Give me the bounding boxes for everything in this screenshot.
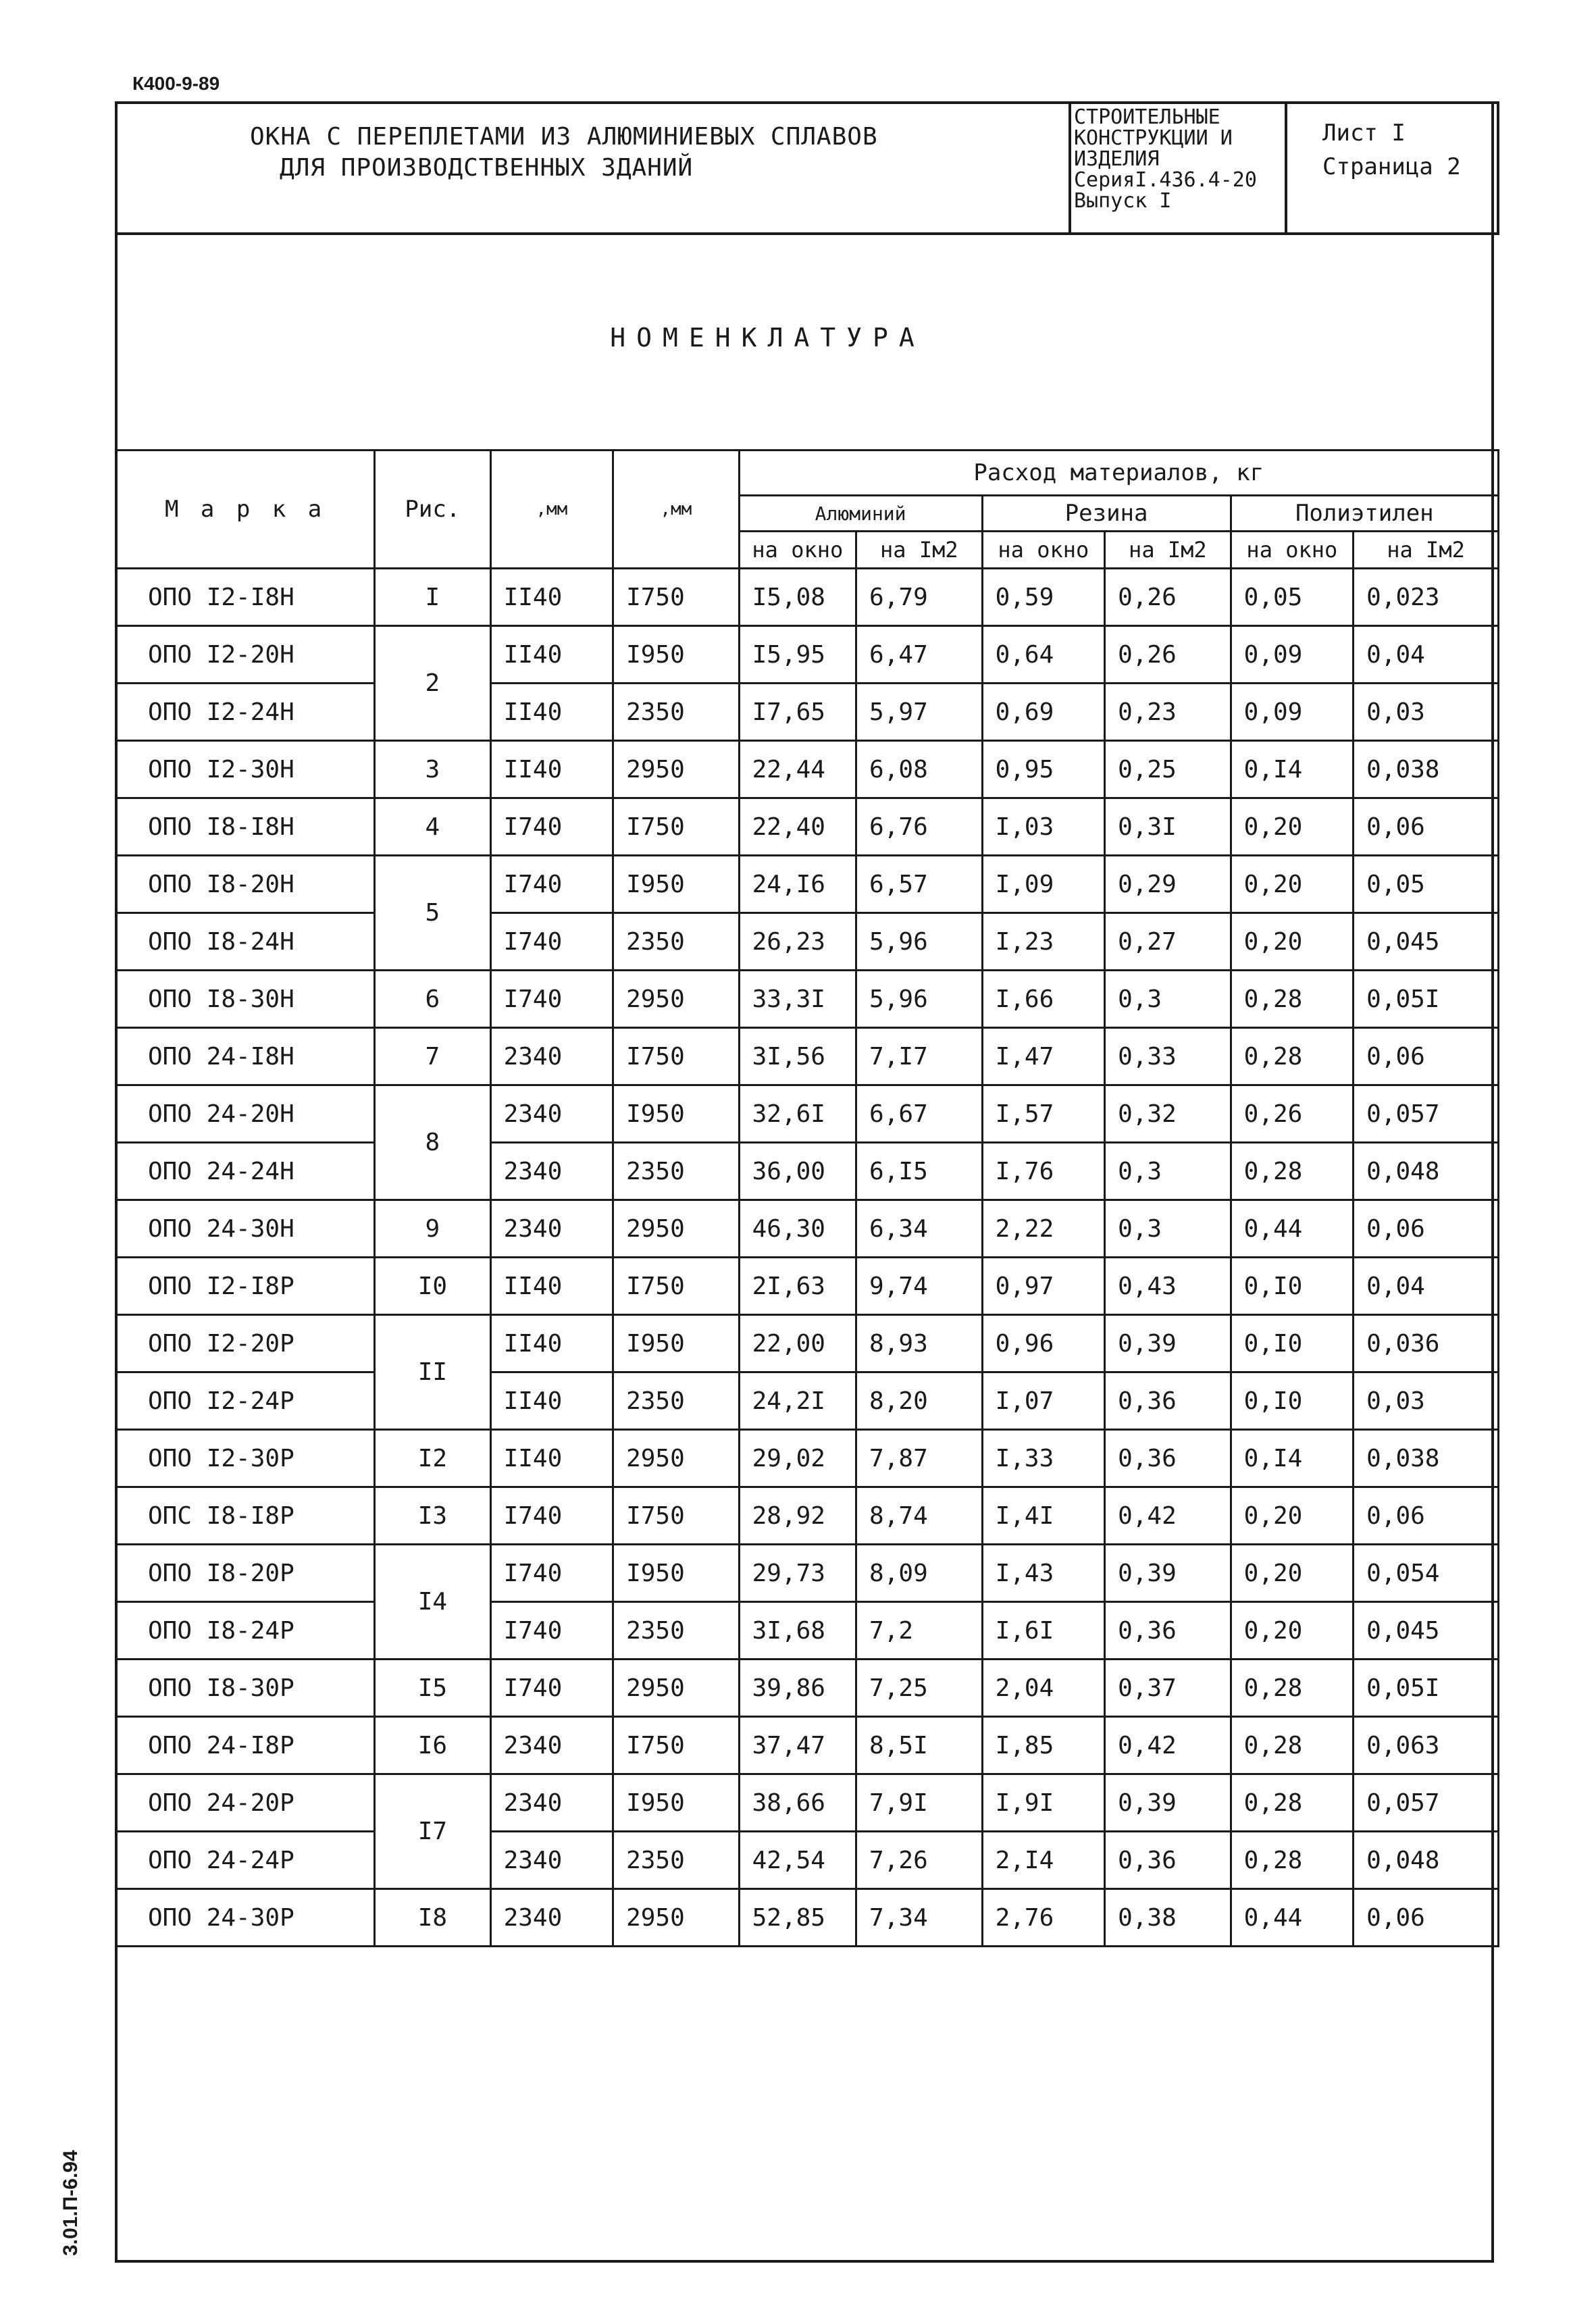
rubber-per-m2: 0,26 bbox=[1105, 626, 1231, 684]
aluminium-per-window: 36,00 bbox=[739, 1143, 856, 1200]
side-code: 3.01.П-6.94 bbox=[59, 2150, 82, 2256]
rubber-per-window: I,47 bbox=[982, 1028, 1105, 1085]
polyethylene-per-window: 0,20 bbox=[1231, 1487, 1354, 1545]
width-cell: II40 bbox=[490, 626, 613, 684]
aluminium-per-m2: 6,76 bbox=[856, 798, 983, 856]
width-cell: I740 bbox=[490, 1660, 613, 1717]
table-row bbox=[116, 1200, 1499, 1258]
header-per-window: на окно bbox=[739, 532, 856, 569]
polyethylene-per-m2: 0,045 bbox=[1354, 913, 1499, 971]
polyethylene-per-m2: 0,04 bbox=[1354, 1258, 1499, 1315]
mark-cell: ОПО 24-30Р bbox=[116, 1889, 375, 1947]
rubber-per-m2: 0,39 bbox=[1105, 1774, 1231, 1832]
table-row bbox=[116, 569, 1499, 626]
rubber-per-window: 2,22 bbox=[982, 1200, 1105, 1258]
figure-cell: 8 bbox=[375, 1085, 490, 1200]
rubber-per-m2: 0,3 bbox=[1105, 1200, 1231, 1258]
aluminium-per-m2: 6,34 bbox=[856, 1200, 983, 1258]
figure-cell: I2 bbox=[375, 1430, 490, 1487]
polyethylene-per-m2: 0,03 bbox=[1354, 684, 1499, 741]
table-row bbox=[116, 1545, 1499, 1602]
aluminium-per-m2: 7,9I bbox=[856, 1774, 983, 1832]
rubber-per-m2: 0,36 bbox=[1105, 1602, 1231, 1660]
table-row bbox=[116, 1258, 1499, 1315]
rubber-per-m2: 0,43 bbox=[1105, 1258, 1231, 1315]
height-cell: I950 bbox=[613, 626, 740, 684]
aluminium-per-window: 42,54 bbox=[739, 1832, 856, 1889]
rubber-per-m2: 0,42 bbox=[1105, 1487, 1231, 1545]
polyethylene-per-m2: 0,06 bbox=[1354, 1487, 1499, 1545]
width-cell: 2340 bbox=[490, 1832, 613, 1889]
rubber-per-m2: 0,39 bbox=[1105, 1315, 1231, 1372]
width-cell: II40 bbox=[490, 1430, 613, 1487]
rubber-per-window: 0,69 bbox=[982, 684, 1105, 741]
aluminium-per-window: 22,40 bbox=[739, 798, 856, 856]
figure-cell: I0 bbox=[375, 1258, 490, 1315]
table-row bbox=[116, 1143, 1499, 1200]
table-row bbox=[116, 741, 1499, 798]
rubber-per-m2: 0,3 bbox=[1105, 971, 1231, 1028]
height-cell: I750 bbox=[613, 1717, 740, 1774]
polyethylene-per-window: 0,09 bbox=[1231, 684, 1354, 741]
aluminium-per-m2: 6,08 bbox=[856, 741, 983, 798]
height-cell: I750 bbox=[613, 1487, 740, 1545]
mark-cell: ОПО 24-I8Н bbox=[116, 1028, 375, 1085]
aluminium-per-m2: 8,09 bbox=[856, 1545, 983, 1602]
polyethylene-per-window: 0,26 bbox=[1231, 1085, 1354, 1143]
mark-cell: ОПО I8-24Н bbox=[116, 913, 375, 971]
table-body bbox=[116, 569, 1499, 1947]
polyethylene-per-window: 0,I4 bbox=[1231, 741, 1354, 798]
polyethylene-per-window: 0,28 bbox=[1231, 971, 1354, 1028]
aluminium-per-window: 3I,56 bbox=[739, 1028, 856, 1085]
sheet-info bbox=[1322, 116, 1461, 184]
header-rubber: Резина bbox=[982, 496, 1231, 532]
table-row bbox=[116, 1774, 1499, 1832]
width-cell: I740 bbox=[490, 1545, 613, 1602]
rubber-per-window: I,66 bbox=[982, 971, 1105, 1028]
rubber-per-m2: 0,36 bbox=[1105, 1430, 1231, 1487]
aluminium-per-m2: 5,97 bbox=[856, 684, 983, 741]
mark-cell: ОПО I2-I8Н bbox=[116, 569, 375, 626]
mark-cell: ОПО 24-24Р bbox=[116, 1832, 375, 1889]
aluminium-per-m2: 6,47 bbox=[856, 626, 983, 684]
figure-cell: 5 bbox=[375, 856, 490, 971]
width-cell: I740 bbox=[490, 913, 613, 971]
aluminium-per-window: 39,86 bbox=[739, 1660, 856, 1717]
header-mark: М а р к а bbox=[116, 451, 375, 569]
aluminium-per-window: 28,92 bbox=[739, 1487, 856, 1545]
header-figure: Рис. bbox=[375, 451, 490, 569]
mark-cell: ОПО I2-24Н bbox=[116, 684, 375, 741]
header-materials: Расход материалов, кг bbox=[739, 451, 1498, 496]
polyethylene-per-m2: 0,036 bbox=[1354, 1315, 1499, 1372]
polyethylene-per-m2: 0,057 bbox=[1354, 1774, 1499, 1832]
rubber-per-m2: 0,3 bbox=[1105, 1143, 1231, 1200]
rubber-per-m2: 0,36 bbox=[1105, 1832, 1231, 1889]
table-row bbox=[116, 1602, 1499, 1660]
polyethylene-per-window: 0,44 bbox=[1231, 1889, 1354, 1947]
aluminium-per-m2: 7,25 bbox=[856, 1660, 983, 1717]
height-cell: 2350 bbox=[613, 1372, 740, 1430]
height-cell: I750 bbox=[613, 569, 740, 626]
rubber-per-window: I,4I bbox=[982, 1487, 1105, 1545]
mark-cell: ОПО I2-I8Р bbox=[116, 1258, 375, 1315]
rubber-per-window: I,76 bbox=[982, 1143, 1105, 1200]
table-row bbox=[116, 1717, 1499, 1774]
polyethylene-per-m2: 0,06 bbox=[1354, 1028, 1499, 1085]
width-cell: 2340 bbox=[490, 1085, 613, 1143]
header-per-m2: на Iм2 bbox=[1105, 532, 1231, 569]
polyethylene-per-m2: 0,04 bbox=[1354, 626, 1499, 684]
height-cell: 2350 bbox=[613, 913, 740, 971]
polyethylene-per-window: 0,28 bbox=[1231, 1028, 1354, 1085]
page-title bbox=[0, 323, 1596, 353]
aluminium-per-window: 24,2I bbox=[739, 1372, 856, 1430]
polyethylene-per-m2: 0,054 bbox=[1354, 1545, 1499, 1602]
polyethylene-per-m2: 0,063 bbox=[1354, 1717, 1499, 1774]
aluminium-per-window: 37,47 bbox=[739, 1717, 856, 1774]
aluminium-per-m2: 7,I7 bbox=[856, 1028, 983, 1085]
width-cell: I740 bbox=[490, 856, 613, 913]
rubber-per-window: 0,64 bbox=[982, 626, 1105, 684]
page-title-text: НОМЕНКЛАТУРА bbox=[610, 323, 925, 353]
series-line: Выпуск I bbox=[1074, 189, 1172, 213]
polyethylene-per-window: 0,20 bbox=[1231, 1602, 1354, 1660]
polyethylene-per-m2: 0,048 bbox=[1354, 1832, 1499, 1889]
width-cell: II40 bbox=[490, 1258, 613, 1315]
height-cell: 2950 bbox=[613, 971, 740, 1028]
aluminium-per-window: 38,66 bbox=[739, 1774, 856, 1832]
aluminium-per-window: 24,I6 bbox=[739, 856, 856, 913]
polyethylene-per-m2: 0,03 bbox=[1354, 1372, 1499, 1430]
height-cell: 2950 bbox=[613, 1889, 740, 1947]
height-cell: 2350 bbox=[613, 1143, 740, 1200]
rubber-per-window: 0,96 bbox=[982, 1315, 1105, 1372]
width-cell: II40 bbox=[490, 741, 613, 798]
figure-cell: 9 bbox=[375, 1200, 490, 1258]
document-code: К400-9-89 bbox=[132, 73, 220, 94]
table-row bbox=[116, 1832, 1499, 1889]
height-cell: 2350 bbox=[613, 1602, 740, 1660]
width-cell: 2340 bbox=[490, 1028, 613, 1085]
mark-cell: ОПО 24-20Р bbox=[116, 1774, 375, 1832]
header-dimension: ,мм bbox=[490, 451, 613, 569]
width-cell: I740 bbox=[490, 971, 613, 1028]
polyethylene-per-window: 0,I4 bbox=[1231, 1430, 1354, 1487]
rubber-per-m2: 0,33 bbox=[1105, 1028, 1231, 1085]
rubber-per-window: I,43 bbox=[982, 1545, 1105, 1602]
aluminium-per-m2: 6,79 bbox=[856, 569, 983, 626]
rubber-per-m2: 0,26 bbox=[1105, 569, 1231, 626]
aluminium-per-window: I5,95 bbox=[739, 626, 856, 684]
table-row bbox=[116, 1085, 1499, 1143]
title-line: ДЛЯ ПРОИЗВОДСТВЕННЫХ ЗДАНИЙ bbox=[280, 154, 694, 182]
height-cell: 2950 bbox=[613, 741, 740, 798]
height-cell: I950 bbox=[613, 1774, 740, 1832]
width-cell: 2340 bbox=[490, 1200, 613, 1258]
polyethylene-per-window: 0,20 bbox=[1231, 798, 1354, 856]
table-row bbox=[116, 1028, 1499, 1085]
width-cell: II40 bbox=[490, 1372, 613, 1430]
table-row bbox=[116, 856, 1499, 913]
series-line: КОНСТРУКЦИИ И bbox=[1074, 126, 1233, 150]
aluminium-per-m2: 9,74 bbox=[856, 1258, 983, 1315]
width-cell: I740 bbox=[490, 1602, 613, 1660]
table-row bbox=[116, 1430, 1499, 1487]
table-row bbox=[116, 1487, 1499, 1545]
width-cell: 2340 bbox=[490, 1889, 613, 1947]
polyethylene-per-m2: 0,06 bbox=[1354, 798, 1499, 856]
aluminium-per-m2: 7,2 bbox=[856, 1602, 983, 1660]
polyethylene-per-window: 0,28 bbox=[1231, 1774, 1354, 1832]
aluminium-per-m2: 7,34 bbox=[856, 1889, 983, 1947]
mark-cell: ОПО I2-30Р bbox=[116, 1430, 375, 1487]
polyethylene-per-m2: 0,023 bbox=[1354, 569, 1499, 626]
polyethylene-per-window: 0,I0 bbox=[1231, 1372, 1354, 1430]
aluminium-per-window: 3I,68 bbox=[739, 1602, 856, 1660]
rubber-per-window: I,07 bbox=[982, 1372, 1105, 1430]
width-cell: 2340 bbox=[490, 1717, 613, 1774]
header-aluminium: Алюминий bbox=[739, 496, 982, 532]
rubber-per-window: I,85 bbox=[982, 1717, 1105, 1774]
aluminium-per-m2: 6,57 bbox=[856, 856, 983, 913]
rubber-per-window: I,23 bbox=[982, 913, 1105, 971]
rubber-per-window: I,9I bbox=[982, 1774, 1105, 1832]
polyethylene-per-window: 0,I0 bbox=[1231, 1315, 1354, 1372]
table-row bbox=[116, 1372, 1499, 1430]
aluminium-per-window: 52,85 bbox=[739, 1889, 856, 1947]
table-row bbox=[116, 798, 1499, 856]
height-cell: I950 bbox=[613, 1085, 740, 1143]
header-polyethylene: Полиэтилен bbox=[1231, 496, 1498, 532]
aluminium-per-window: 29,02 bbox=[739, 1430, 856, 1487]
aluminium-per-window: 26,23 bbox=[739, 913, 856, 971]
aluminium-per-m2: 6,67 bbox=[856, 1085, 983, 1143]
polyethylene-per-window: 0,20 bbox=[1231, 856, 1354, 913]
mark-cell: ОПС I8-I8Р bbox=[116, 1487, 375, 1545]
rubber-per-m2: 0,3I bbox=[1105, 798, 1231, 856]
aluminium-per-m2: 7,87 bbox=[856, 1430, 983, 1487]
rubber-per-m2: 0,29 bbox=[1105, 856, 1231, 913]
figure-cell: 4 bbox=[375, 798, 490, 856]
figure-cell: I3 bbox=[375, 1487, 490, 1545]
figure-cell: 7 bbox=[375, 1028, 490, 1085]
mark-cell: ОПО 24-24Н bbox=[116, 1143, 375, 1200]
mark-cell: ОПО 24-30Н bbox=[116, 1200, 375, 1258]
table-row bbox=[116, 971, 1499, 1028]
polyethylene-per-window: 0,28 bbox=[1231, 1660, 1354, 1717]
height-cell: 2950 bbox=[613, 1200, 740, 1258]
rubber-per-m2: 0,32 bbox=[1105, 1085, 1231, 1143]
rubber-per-window: 2,76 bbox=[982, 1889, 1105, 1947]
figure-cell: I8 bbox=[375, 1889, 490, 1947]
width-cell: 2340 bbox=[490, 1774, 613, 1832]
mark-cell: ОПО I8-20Н bbox=[116, 856, 375, 913]
height-cell: I950 bbox=[613, 1545, 740, 1602]
aluminium-per-window: 2I,63 bbox=[739, 1258, 856, 1315]
height-cell: I750 bbox=[613, 798, 740, 856]
nomenclature-table bbox=[115, 449, 1499, 1947]
rubber-per-m2: 0,42 bbox=[1105, 1717, 1231, 1774]
figure-cell: I5 bbox=[375, 1660, 490, 1717]
aluminium-per-m2: 8,20 bbox=[856, 1372, 983, 1430]
rubber-per-m2: 0,23 bbox=[1105, 684, 1231, 741]
width-cell: II40 bbox=[490, 569, 613, 626]
mark-cell: ОПО 24-I8Р bbox=[116, 1717, 375, 1774]
width-cell: I740 bbox=[490, 798, 613, 856]
rubber-per-m2: 0,37 bbox=[1105, 1660, 1231, 1717]
mark-cell: ОПО I8-30Р bbox=[116, 1660, 375, 1717]
aluminium-per-window: I5,08 bbox=[739, 569, 856, 626]
figure-cell: 6 bbox=[375, 971, 490, 1028]
rubber-per-m2: 0,36 bbox=[1105, 1372, 1231, 1430]
mark-cell: ОПО I8-I8Н bbox=[116, 798, 375, 856]
polyethylene-per-window: 0,28 bbox=[1231, 1143, 1354, 1200]
header-per-m2: на Iм2 bbox=[856, 532, 983, 569]
polyethylene-per-window: 0,28 bbox=[1231, 1717, 1354, 1774]
mark-cell: ОПО I2-24Р bbox=[116, 1372, 375, 1430]
series-line: ИЗДЕЛИЯ bbox=[1074, 147, 1160, 171]
series-line: СерияI.436.4-20 bbox=[1074, 168, 1257, 192]
width-cell: II40 bbox=[490, 1315, 613, 1372]
rubber-per-window: I,6I bbox=[982, 1602, 1105, 1660]
height-cell: I950 bbox=[613, 1315, 740, 1372]
mark-cell: ОПО I2-30Н bbox=[116, 741, 375, 798]
series-info bbox=[1074, 107, 1257, 211]
height-cell: 2950 bbox=[613, 1430, 740, 1487]
header-per-window: на окно bbox=[982, 532, 1105, 569]
width-cell: 2340 bbox=[490, 1143, 613, 1200]
mark-cell: ОПО 24-20Н bbox=[116, 1085, 375, 1143]
aluminium-per-window: 33,3I bbox=[739, 971, 856, 1028]
mark-cell: ОПО I8-24Р bbox=[116, 1602, 375, 1660]
rubber-per-window: I,57 bbox=[982, 1085, 1105, 1143]
rubber-per-m2: 0,25 bbox=[1105, 741, 1231, 798]
width-cell: I740 bbox=[490, 1487, 613, 1545]
polyethylene-per-window: 0,44 bbox=[1231, 1200, 1354, 1258]
rubber-per-window: I,03 bbox=[982, 798, 1105, 856]
height-cell: 2350 bbox=[613, 1832, 740, 1889]
figure-cell: 2 bbox=[375, 626, 490, 741]
rubber-per-window: I,09 bbox=[982, 856, 1105, 913]
mark-cell: ОПО I8-20Р bbox=[116, 1545, 375, 1602]
aluminium-per-window: 46,30 bbox=[739, 1200, 856, 1258]
sheet-number: Лист I bbox=[1322, 120, 1406, 147]
series-line: СТРОИТЕЛЬНЫЕ bbox=[1074, 105, 1220, 129]
rubber-per-window: I,33 bbox=[982, 1430, 1105, 1487]
polyethylene-per-window: 0,20 bbox=[1231, 1545, 1354, 1602]
polyethylene-per-m2: 0,06 bbox=[1354, 1200, 1499, 1258]
aluminium-per-m2: 7,26 bbox=[856, 1832, 983, 1889]
mark-cell: ОПО I2-20Р bbox=[116, 1315, 375, 1372]
polyethylene-per-m2: 0,06 bbox=[1354, 1889, 1499, 1947]
figure-cell: I7 bbox=[375, 1774, 490, 1889]
aluminium-per-m2: 6,I5 bbox=[856, 1143, 983, 1200]
aluminium-per-window: 22,00 bbox=[739, 1315, 856, 1372]
height-cell: I750 bbox=[613, 1028, 740, 1085]
polyethylene-per-window: 0,05 bbox=[1231, 569, 1354, 626]
rubber-per-window: 2,04 bbox=[982, 1660, 1105, 1717]
polyethylene-per-m2: 0,05I bbox=[1354, 971, 1499, 1028]
figure-cell: I4 bbox=[375, 1545, 490, 1660]
table-row bbox=[116, 1889, 1499, 1947]
polyethylene-per-m2: 0,048 bbox=[1354, 1143, 1499, 1200]
header-per-m2: на Iм2 bbox=[1354, 532, 1499, 569]
aluminium-per-m2: 5,96 bbox=[856, 971, 983, 1028]
page-number: Страница 2 bbox=[1322, 153, 1461, 180]
polyethylene-per-m2: 0,057 bbox=[1354, 1085, 1499, 1143]
aluminium-per-window: 32,6I bbox=[739, 1085, 856, 1143]
document-title bbox=[250, 122, 878, 184]
header-dimension: ,мм bbox=[613, 451, 740, 569]
table-row bbox=[116, 913, 1499, 971]
polyethylene-per-window: 0,09 bbox=[1231, 626, 1354, 684]
aluminium-per-m2: 5,96 bbox=[856, 913, 983, 971]
polyethylene-per-m2: 0,045 bbox=[1354, 1602, 1499, 1660]
aluminium-per-window: 22,44 bbox=[739, 741, 856, 798]
figure-cell: I bbox=[375, 569, 490, 626]
height-cell: I750 bbox=[613, 1258, 740, 1315]
table-row bbox=[116, 1660, 1499, 1717]
polyethylene-per-m2: 0,05 bbox=[1354, 856, 1499, 913]
polyethylene-per-window: 0,I0 bbox=[1231, 1258, 1354, 1315]
table-row bbox=[116, 1315, 1499, 1372]
mark-cell: ОПО I8-30Н bbox=[116, 971, 375, 1028]
aluminium-per-window: 29,73 bbox=[739, 1545, 856, 1602]
figure-cell: 3 bbox=[375, 741, 490, 798]
title-divider bbox=[1069, 101, 1071, 235]
height-cell: 2950 bbox=[613, 1660, 740, 1717]
table-row bbox=[116, 626, 1499, 684]
rubber-per-window: 0,97 bbox=[982, 1258, 1105, 1315]
figure-cell: I6 bbox=[375, 1717, 490, 1774]
rubber-per-m2: 0,39 bbox=[1105, 1545, 1231, 1602]
aluminium-per-m2: 8,93 bbox=[856, 1315, 983, 1372]
title-line: ОКНА С ПЕРЕПЛЕТАМИ ИЗ АЛЮМИНИЕВЫХ СПЛАВОВ bbox=[250, 123, 878, 151]
rubber-per-m2: 0,38 bbox=[1105, 1889, 1231, 1947]
aluminium-per-m2: 8,5I bbox=[856, 1717, 983, 1774]
polyethylene-per-m2: 0,05I bbox=[1354, 1660, 1499, 1717]
title-divider bbox=[1285, 101, 1287, 235]
polyethylene-per-m2: 0,038 bbox=[1354, 1430, 1499, 1487]
rubber-per-m2: 0,27 bbox=[1105, 913, 1231, 971]
rubber-per-window: 0,95 bbox=[982, 741, 1105, 798]
figure-cell: II bbox=[375, 1315, 490, 1430]
polyethylene-per-window: 0,28 bbox=[1231, 1832, 1354, 1889]
rubber-per-window: 0,59 bbox=[982, 569, 1105, 626]
aluminium-per-m2: 8,74 bbox=[856, 1487, 983, 1545]
mark-cell: ОПО I2-20Н bbox=[116, 626, 375, 684]
polyethylene-per-window: 0,20 bbox=[1231, 913, 1354, 971]
rubber-per-window: 2,I4 bbox=[982, 1832, 1105, 1889]
aluminium-per-window: I7,65 bbox=[739, 684, 856, 741]
width-cell: II40 bbox=[490, 684, 613, 741]
table-row bbox=[116, 684, 1499, 741]
height-cell: 2350 bbox=[613, 684, 740, 741]
polyethylene-per-m2: 0,038 bbox=[1354, 741, 1499, 798]
header-per-window: на окно bbox=[1231, 532, 1354, 569]
height-cell: I950 bbox=[613, 856, 740, 913]
